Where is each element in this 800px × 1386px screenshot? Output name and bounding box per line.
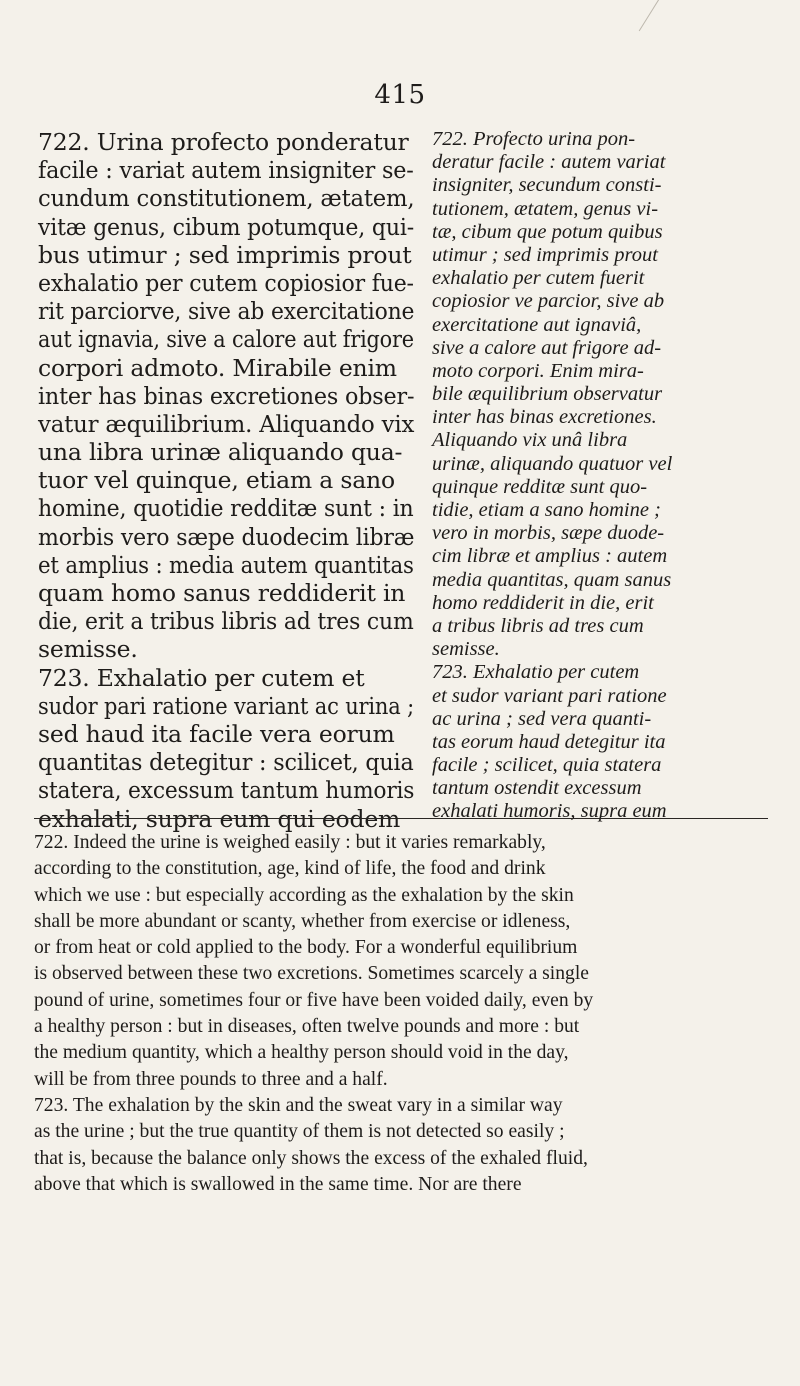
- translation-line: above that which is swallowed in the same time. Nor are there: [34, 1173, 522, 1195]
- latin-alternate-line: homo reddiderit in die, erit: [432, 591, 654, 614]
- latin-alternate-line: moto corpori. Enim mira-: [432, 359, 644, 382]
- latin-alternate-line: exercitatione aut ignaviâ,: [432, 313, 642, 336]
- latin-text-line: quantitas detegitur : scilicet, quia: [38, 748, 414, 777]
- latin-alternate-line: semisse.: [432, 638, 500, 661]
- latin-alternate-line: tas eorum haud detegitur ita: [432, 730, 666, 753]
- translation-line: is observed between these two excretions. Sometimes scarcely a single: [34, 963, 589, 985]
- translation-line: a healthy person : but in diseases, often twelve pounds and more : but: [34, 1016, 580, 1038]
- latin-text-line: semisse.: [38, 635, 138, 664]
- latin-text-line: una libra urinæ aliquando qua-: [38, 438, 403, 467]
- latin-alternate-line: tæ, cibum que potum quibus: [432, 220, 663, 243]
- latin-alternate-line: 723. Exhalatio per cutem: [432, 661, 640, 684]
- latin-alternate-line: insigniter, secundum consti-: [432, 174, 662, 197]
- translation-line: pound of urine, sometimes four or five have been voided daily, even by: [34, 989, 594, 1011]
- margin-pencil-mark: [639, 0, 673, 32]
- translation-line: will be from three pounds to three and a half.: [34, 1068, 388, 1090]
- latin-text-line: facile : variat autem insigniter se-: [38, 156, 414, 185]
- latin-text-line: statera, excessum tantum humoris: [38, 776, 415, 805]
- latin-alternate-line: bile æquilibrium observatur: [432, 383, 663, 406]
- latin-alternate-line: urinæ, aliquando quatuor vel: [432, 452, 673, 475]
- latin-alternate-line: utimur ; sed imprimis prout: [432, 243, 658, 266]
- latin-text-line: sudor pari ratione variant ac urina ;: [38, 691, 414, 720]
- translation-line: that is, because the balance only shows the excess of the exhaled fluid,: [34, 1147, 588, 1169]
- latin-text-line: homine, quotidie redditæ sunt : in: [38, 494, 414, 523]
- latin-text-line: tuor vel quinque, etiam a sano: [38, 466, 395, 495]
- latin-alternate-line: deratur facile : autem variat: [432, 151, 666, 174]
- latin-alternate-line: quinque redditæ sunt quo-: [432, 475, 648, 498]
- latin-alternate-line: copiosior ve parcior, sive ab: [432, 290, 665, 313]
- latin-alternate-line: 722. Profecto urina pon-: [432, 128, 636, 150]
- latin-text-line: 723. Exhalatio per cutem et: [38, 663, 365, 692]
- translation-line: 723. The exhalation by the skin and the sweat vary in a similar way: [34, 1094, 563, 1116]
- latin-text-line: exhalati, supra eum qui eodem: [38, 804, 401, 833]
- translation-line: which we use : but especially according as the exhalation by the skin: [34, 884, 574, 906]
- latin-text-line: morbis vero sæpe duodecim libræ: [38, 522, 415, 551]
- latin-text-line: sed haud ita facile vera eorum: [38, 719, 395, 748]
- latin-alternate-line: vero in morbis, sæpe duode-: [432, 522, 665, 545]
- latin-alternate-line: media quantitas, quam sanus: [432, 568, 672, 591]
- translation-line: 722. Indeed the urine is weighed easily : but it varies remarkably,: [34, 832, 546, 853]
- latin-text-line: vitæ genus, cibum potumque, qui-: [38, 212, 414, 241]
- latin-alternate-column: [432, 128, 768, 824]
- latin-text-line: et amplius : media autem quantitas: [38, 550, 414, 579]
- latin-alternate-line: et sudor variant pari ratione: [432, 684, 667, 707]
- latin-alternate-line: Aliquando vix unâ libra: [432, 429, 628, 452]
- latin-text-line: quam homo sanus reddiderit in: [38, 579, 406, 607]
- latin-alternate-line: cim libræ et amplius : autem: [432, 545, 668, 568]
- latin-alternate-line: tutionem, ætatem, genus vi-: [432, 197, 659, 220]
- latin-alternate-line: inter has binas excretiones.: [432, 406, 657, 429]
- latin-alternate-line: a tribus libris ad tres cum: [432, 614, 644, 637]
- translation-line: or from heat or cold applied to the body. For a wonderful equilibrium: [34, 937, 578, 959]
- latin-alternate-line: exhalati humoris, supra eum: [432, 800, 667, 823]
- latin-alternate-line: ac urina ; sed vera quanti-: [432, 707, 652, 730]
- latin-alternate-line: tidie, etiam a sano homine ;: [432, 499, 661, 521]
- english-translation-block: [34, 830, 774, 1198]
- latin-text-line: die, erit a tribus libris ad tres cum: [38, 607, 414, 636]
- latin-text-line: cundum constitutionem, ætatem,: [38, 184, 415, 213]
- latin-text-line: 722. Urina profecto ponderatur: [38, 128, 409, 156]
- translation-line: according to the constitution, age, kind of life, the food and drink: [34, 858, 546, 880]
- latin-alternate-line: exhalatio per cutem fuerit: [432, 267, 645, 290]
- latin-alternate-line: sive a calore aut frigore ad-: [432, 336, 662, 359]
- latin-alternate-line: tantum ostendit excessum: [432, 777, 642, 800]
- translation-line: as the urine ; but the true quantity of them is not detected so easily ;: [34, 1121, 565, 1143]
- latin-text-column: [38, 128, 414, 833]
- latin-text-line: inter has binas excretiones obser-: [38, 381, 415, 410]
- latin-text-line: rit parciorve, sive ab exercitatione: [38, 297, 415, 326]
- translation-line: shall be more abundant or scanty, whether from exercise or idleness,: [34, 910, 571, 932]
- latin-text-line: aut ignavia, sive a calore aut frigore: [38, 325, 414, 354]
- latin-text-line: exhalatio per cutem copiosior fue-: [38, 268, 414, 297]
- footnote-divider: [34, 818, 768, 819]
- latin-text-line: vatur æquilibrium. Aliquando vix: [38, 409, 415, 438]
- page-number: 415: [374, 80, 426, 110]
- translation-line: the medium quantity, which a healthy person should void in the day,: [34, 1042, 569, 1064]
- latin-text-line: corpori admoto. Mirabile enim: [38, 353, 397, 382]
- latin-text-line: bus utimur ; sed imprimis prout: [38, 240, 412, 269]
- latin-alternate-line: facile ; scilicet, quia statera: [432, 754, 662, 777]
